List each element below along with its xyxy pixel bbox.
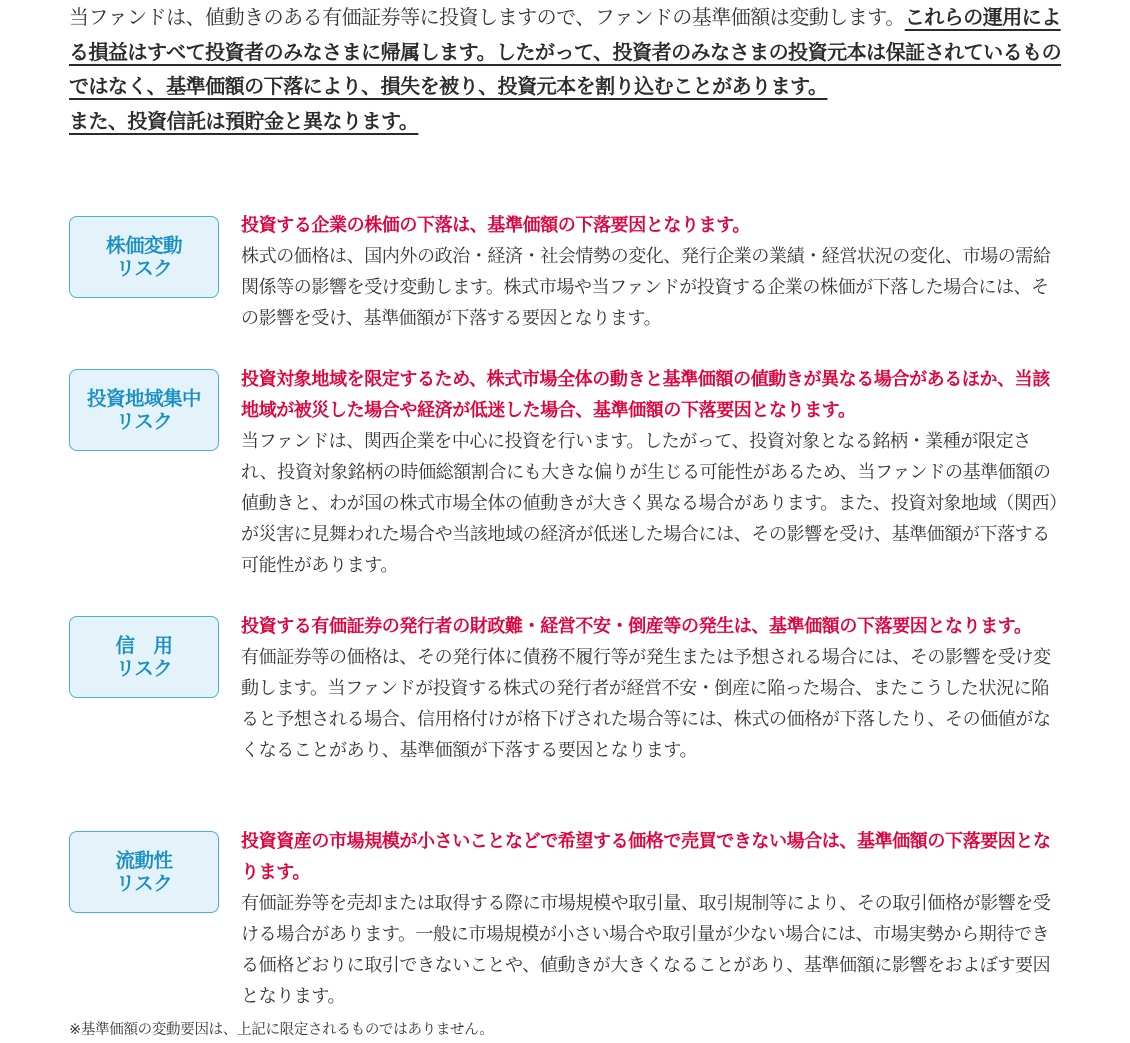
risk-label-name: 株価変動 xyxy=(105,234,182,257)
risk-label-badge xyxy=(69,831,219,913)
risk-label-badge xyxy=(69,616,219,698)
risk-description: 有価証券等の価格は、その発行体に債務不履行等が発生または予想される場合には、その影響を受け変動します。当ファンドが投資する株式の発行者が経営不安・倒産に陥った場合、またこうした状況に陥ると予想される場合、信用格付けが格下げされた場合等には、株式の価格が下落したり、その価値がなくなることがあり、基準価額が下落する要因となります。 xyxy=(241,647,1051,761)
risk-headline: 投資する有価証券の発行者の財政難・経営不安・倒産等の発生は、基準価額の下落要因となります。 xyxy=(241,616,1032,637)
risk-content xyxy=(241,611,1063,766)
risk-headline: 投資する企業の株価の下落は、基準価額の下落要因となります。 xyxy=(241,215,750,236)
risk-label-suffix: リスク xyxy=(115,410,173,433)
risk-content xyxy=(241,826,1063,1012)
risk-label-name: 投資地域集中 xyxy=(86,387,201,410)
risk-label-suffix: リスク xyxy=(115,872,173,895)
intro-deposit-notice: また、投資信託は預貯金と異なります。 xyxy=(69,108,419,133)
risk-label-name: 流動性 xyxy=(115,849,173,872)
risk-description: 当ファンドは、関西企業を中心に投資を行います。したがって、投資対象となる銘柄・業種が限定され、投資対象銘柄の時価総額割合にも大きな偏りが生じる可能性があるため、当ファンドの基準価額の値動きと、わが国の株式市場全体の値動きが大きく異なる場合があります。また、投資対象地域（関西）が災害に見舞われた場合や当該地域の経済が低迷した場合には、その影響を受け、基準価額が下落する可能性があります。 xyxy=(241,431,1058,576)
risk-label-badge xyxy=(69,216,219,298)
intro-underlined-text: これらの運用による損益はすべて投資者のみなさまに帰属します。したがって、投資者のみなさまの投資元本は保証されているものではなく、基準価額の下落により、損失を被り、投資元本を割り込むことがあります。 xyxy=(69,5,1062,98)
risk-label-suffix: リスク xyxy=(115,257,173,280)
intro-plain-text: 当ファンドは、値動きのある有価証券等に投資しますので、ファンドの基準価額は変動します。 xyxy=(69,5,905,29)
risk-description: 有価証券等を売却または取得する際に市場規模や取引量、取引規制等により、その取引価格が影響を受ける場合があります。一般に市場規模が小さい場合や取引量が少ない場合には、市場実勢から期待できる価格どおりに取引できないことや、値動きが大きくなることがあり、基準価額に影響をおよぼす要因となります。 xyxy=(241,893,1051,1007)
risk-label-suffix: リスク xyxy=(115,657,173,680)
intro-paragraph xyxy=(69,0,1064,138)
risk-label-badge xyxy=(69,369,219,451)
risk-content xyxy=(241,210,1063,334)
risk-headline: 投資資産の市場規模が小さいことなどで希望する価格で売買できない場合は、基準価額の下落要因となります。 xyxy=(241,831,1051,883)
risk-content xyxy=(241,364,1063,581)
risk-label-name: 信 用 xyxy=(115,634,173,657)
risk-headline: 投資対象地域を限定するため、株式市場全体の動きと基準価額の値動きが異なる場合があるほか、当該地域が被災した場合や経済が低迷した場合、基準価額の下落要因となります。 xyxy=(241,369,1050,421)
footnote: ※基準価額の変動要因は、上記に限定されるものではありません。 xyxy=(69,1022,494,1038)
risk-description: 株式の価格は、国内外の政治・経済・社会情勢の変化、発行企業の業績・経営状況の変化、市場の需給関係等の影響を受け変動します。株式市場や当ファンドが投資する企業の株価が下落した場合には、その影響を受け、基準価額が下落する要因となります。 xyxy=(241,246,1051,329)
